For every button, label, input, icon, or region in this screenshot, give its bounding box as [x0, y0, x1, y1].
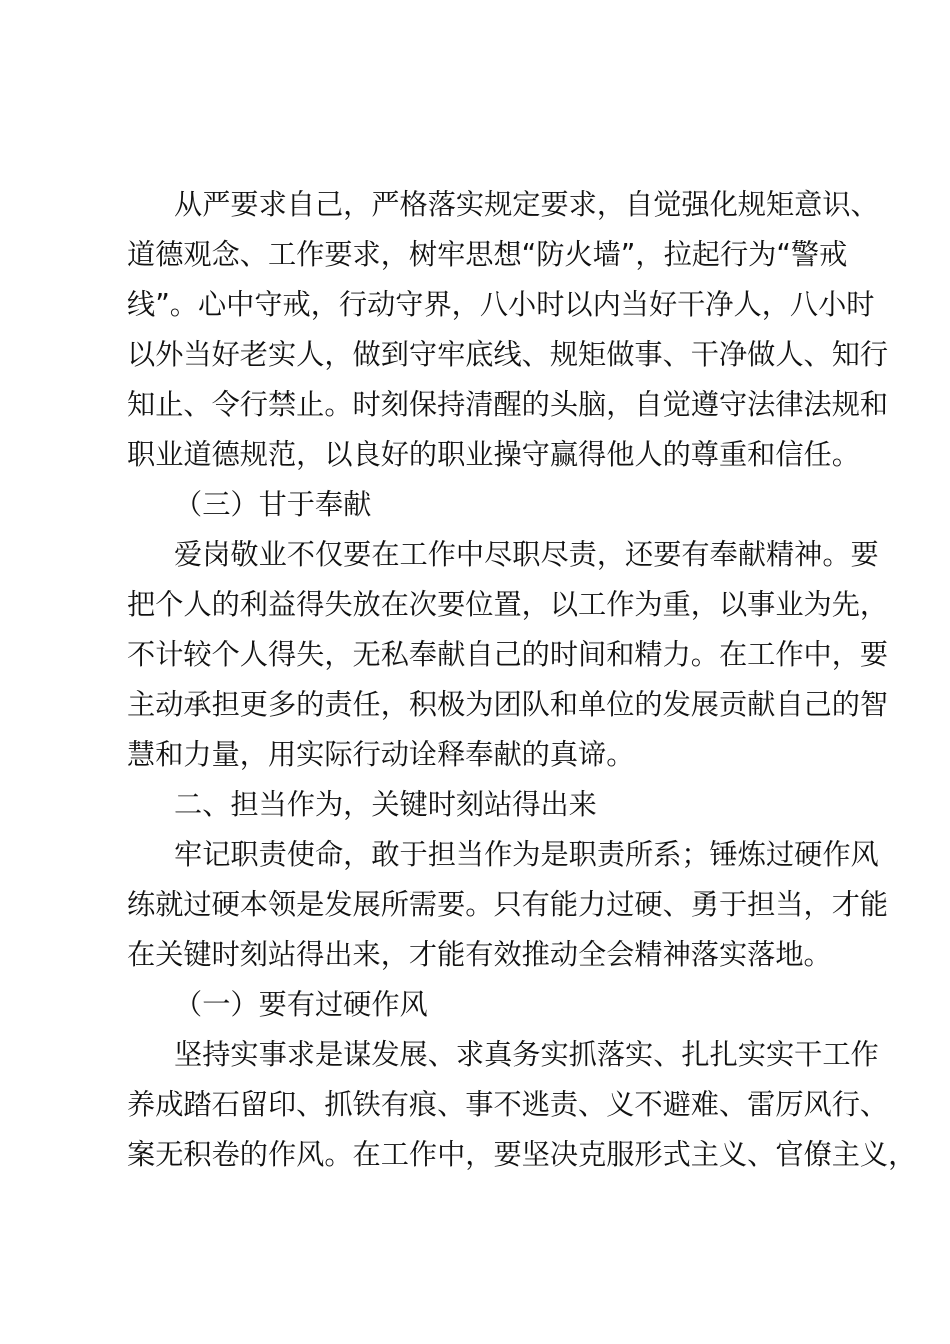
paragraph-line: 线”。心中守戒，行动守界，八小时以内当好干净人，八小时 [127, 288, 875, 321]
paragraph-line: 慧和力量，用实际行动诠释奉献的真谛。 [127, 738, 635, 771]
paragraph-line: 养成踏石留印、抓铁有痕、事不逃责、义不避难、雷厉风行、 [127, 1088, 889, 1121]
paragraph-line: 爱岗敬业不仅要在工作中尽职尽责，还要有奉献精神。要 [174, 538, 879, 571]
paragraph-line: 以外当好老实人，做到守牢底线、规矩做事、干净做人、知行 [127, 338, 889, 371]
section-heading: （三）甘于奉献 [174, 488, 372, 521]
section-heading: （一）要有过硬作风 [174, 988, 428, 1021]
paragraph-line: 从严要求自己，严格落实规定要求，自觉强化规矩意识、 [174, 188, 879, 221]
paragraph-line: 在关键时刻站得出来，才能有效推动全会精神落实落地。 [127, 938, 832, 971]
paragraph-line: 牢记职责使命，敢于担当作为是职责所系；锤炼过硬作风 [174, 838, 879, 871]
document-body [127, 180, 917, 1180]
paragraph-line: 不计较个人得失，无私奉献自己的时间和精力。在工作中，要 [127, 638, 889, 671]
paragraph-line: 练就过硬本领是发展所需要。只有能力过硬、勇于担当，才能 [127, 888, 889, 921]
paragraph-line: 把个人的利益得失放在次要位置，以工作为重，以事业为先， [127, 588, 889, 621]
paragraph-line: 职业道德规范，以良好的职业操守赢得他人的尊重和信任。 [127, 438, 860, 471]
paragraph-line: 知止、令行禁止。时刻保持清醒的头脑，自觉遵守法律法规和 [127, 388, 889, 421]
paragraph-line: 坚持实事求是谋发展、求真务实抓落实、扎扎实实干工作 [174, 1038, 879, 1071]
paragraph-line: 道德观念、工作要求，树牢思想“防火墙”，拉起行为“警戒 [127, 238, 848, 271]
paragraph-line: 案无积卷的作风。在工作中，要坚决克服形式主义、官僚主义， [127, 1138, 917, 1171]
paragraph-line: 主动承担更多的责任，积极为团队和单位的发展贡献自己的智 [127, 688, 889, 721]
section-heading: 二、担当作为，关键时刻站得出来 [174, 788, 597, 821]
